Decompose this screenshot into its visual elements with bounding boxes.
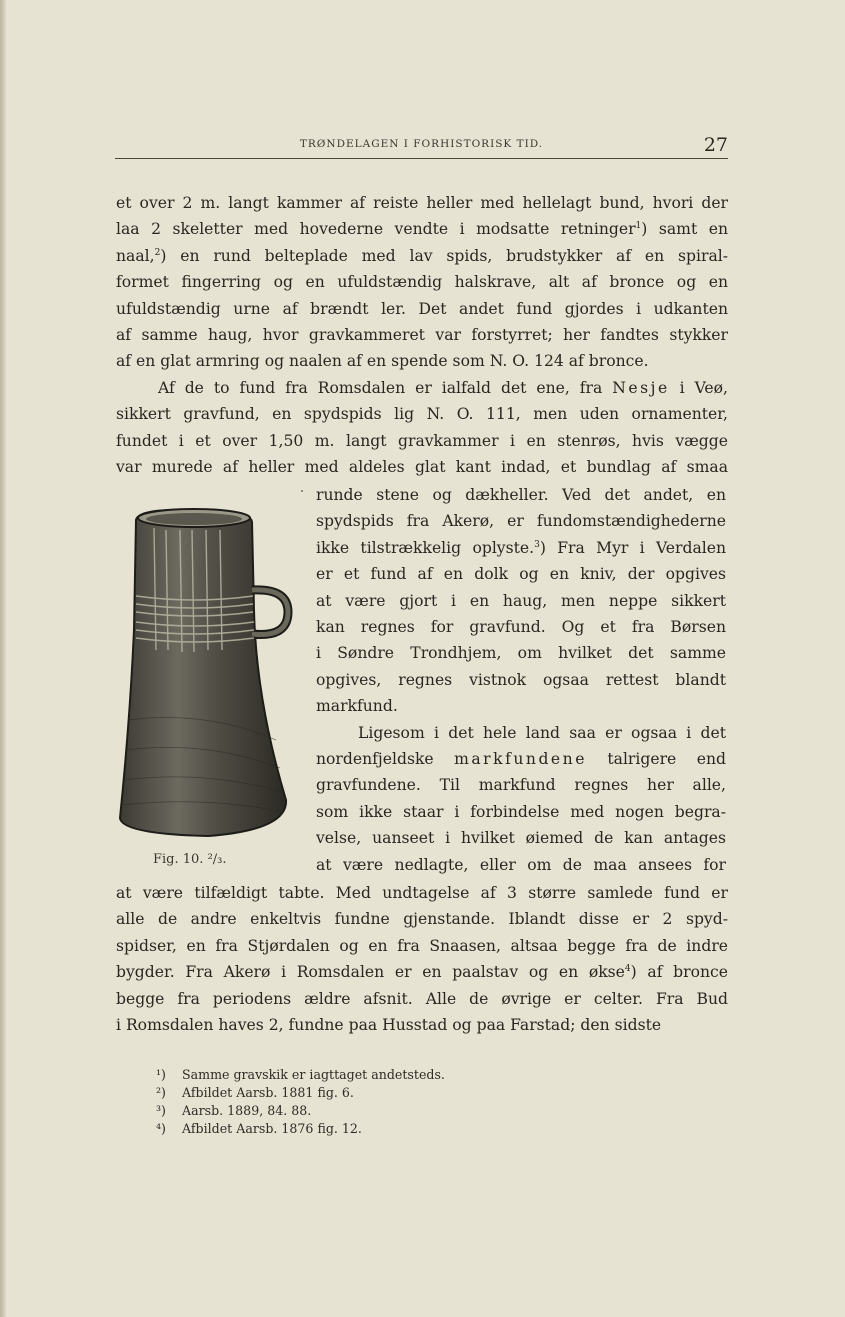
footnote: [156, 1066, 445, 1084]
footnote: [156, 1102, 445, 1120]
text-line: bygder. Fra Akerø i Romsdalen er en paalstav og en økse$^4$) af bronce: [116, 963, 728, 982]
spaced-term: markfundene: [454, 750, 587, 769]
footnote-ref[interactable]: 1: [635, 221, 642, 232]
footnote-number: ³): [156, 1103, 166, 1118]
text-line: i Søndre Trondhjem, om hvilket det samme: [316, 644, 726, 663]
text-line: Ligesom i det hele land saa er ogsaa i det: [358, 723, 726, 742]
footnote-ref[interactable]: 3: [534, 539, 540, 550]
text-line: alle de andre enkeltvis fundne gjenstande. Iblandt disse er 2 spyd-: [116, 910, 728, 929]
text-line: runde stene og dækheller. Ved det andet, en: [316, 486, 726, 504]
text-line: er et fund af en dolk og en kniv, der opgives: [316, 565, 726, 584]
text-line: at være tilfældigt tabte. Med undtagelse af 3 større samlede fund er: [116, 884, 728, 902]
text-line: kan regnes for gravfund. Og et fra Børsen: [316, 618, 726, 637]
footnote: [156, 1084, 445, 1102]
footnote-number: ¹): [156, 1067, 166, 1082]
text-line: ikke tilstrækkelig oplyste.$^3$) Fra Myr i Verdalen: [316, 538, 726, 557]
text-line: var murede af heller med aldeles glat kant indad, et bundlag af smaa: [116, 458, 728, 477]
text-line: nordenfjeldske markfundene talrigere end: [316, 750, 726, 769]
text-line: spidser, en fra Stjørdalen og en fra Snaasen, altsaa begge fra de indre: [116, 936, 728, 955]
text-line: gravfundene. Til markfund regnes her alle,: [316, 776, 726, 795]
footnote-ref[interactable]: 2: [154, 247, 161, 258]
footnote: [156, 1120, 445, 1138]
text-line: velse, uanseet i hvilket øiemed de kan antages: [316, 829, 726, 848]
header-rule: [115, 158, 728, 159]
footnote-text: Samme gravskik er iagttaget andetsteds.: [182, 1067, 445, 1082]
paragraph-2: [116, 375, 728, 481]
text-line: sikkert gravfund, en spydspids lig N. O. 111, men uden ornamenter,: [116, 405, 728, 424]
text-line: et over 2 m. langt kammer af reiste heller med hellelagt bund, hvori der: [116, 194, 728, 212]
text-line: begge fra periodens ældre afsnit. Alle de øvrige er celter. Fra Bud: [116, 989, 728, 1008]
print-speck: [301, 490, 303, 492]
text-line: formet fingerring og en ufuldstændig halskrave, alt af bronce og en: [116, 273, 728, 292]
text-line: opgives, regnes vistnok ogsaa rettest blandt: [316, 670, 726, 689]
bronze-celt-drawing: [116, 500, 296, 840]
footnote-text: Aarsb. 1889, 84. 88.: [182, 1103, 312, 1118]
paragraph-4: [116, 880, 728, 1038]
footnote-number: ²): [156, 1085, 166, 1100]
text-line: af samme haug, hvor gravkammeret var forstyrret; her fandtes stykker: [116, 326, 728, 345]
footnote-text: Afbildet Aarsb. 1876 fig. 12.: [182, 1121, 362, 1136]
footnote-ref[interactable]: 4: [624, 964, 631, 975]
text-line: at være gjort i en haug, men neppe sikkert: [316, 591, 726, 610]
celt-illustration: [116, 500, 296, 840]
footnotes: [156, 1066, 445, 1138]
text-line: som ikke staar i forbindelse med nogen begra-: [316, 802, 726, 821]
text-line: spydspids fra Akerø, er fundomstændighederne: [316, 512, 726, 531]
footnote-number: ⁴): [156, 1121, 166, 1136]
text-line: ufuldstændig urne af brændt ler. Det andet fund gjordes i udkanten: [116, 299, 728, 318]
paragraph-3: [316, 482, 726, 878]
text-line: naal,$^2$) en rund belteplade med lav spids, brudstykker af en spiral-: [116, 246, 728, 265]
text-line: af en glat armring og naalen af en spende som N. O. 124 af bronce.: [116, 352, 649, 371]
text-line: Af de to fund fra Romsdalen er ialfald det ene, fra Nesje i Veø,: [158, 379, 728, 397]
page-number: 27: [703, 134, 728, 156]
text-line: fundet i et over 1,50 m. langt gravkammer i en stenrøs, hvis vægge: [116, 431, 728, 450]
text-line: laa 2 skeletter med hovederne vendte i modsatte retninger$^1$) samt en: [116, 220, 729, 239]
paragraph-1: [116, 190, 728, 375]
page-header: [115, 134, 728, 160]
text-line: i Romsdalen haves 2, fundne paa Husstad og paa Farstad; den sidste: [116, 1016, 662, 1035]
figure-caption: Fig. 10. ²/₃.: [153, 852, 227, 867]
text-line: markfund.: [316, 697, 398, 716]
page-spine-shadow: [0, 0, 6, 1317]
text-line: at være nedlagte, eller om de maa ansees for: [316, 855, 726, 874]
running-title: TRØNDELAGEN I FORHISTORISK TID.: [299, 138, 544, 150]
footnote-text: Afbildet Aarsb. 1881 fig. 6.: [182, 1085, 354, 1100]
spaced-place-name: Nesje: [612, 379, 670, 397]
